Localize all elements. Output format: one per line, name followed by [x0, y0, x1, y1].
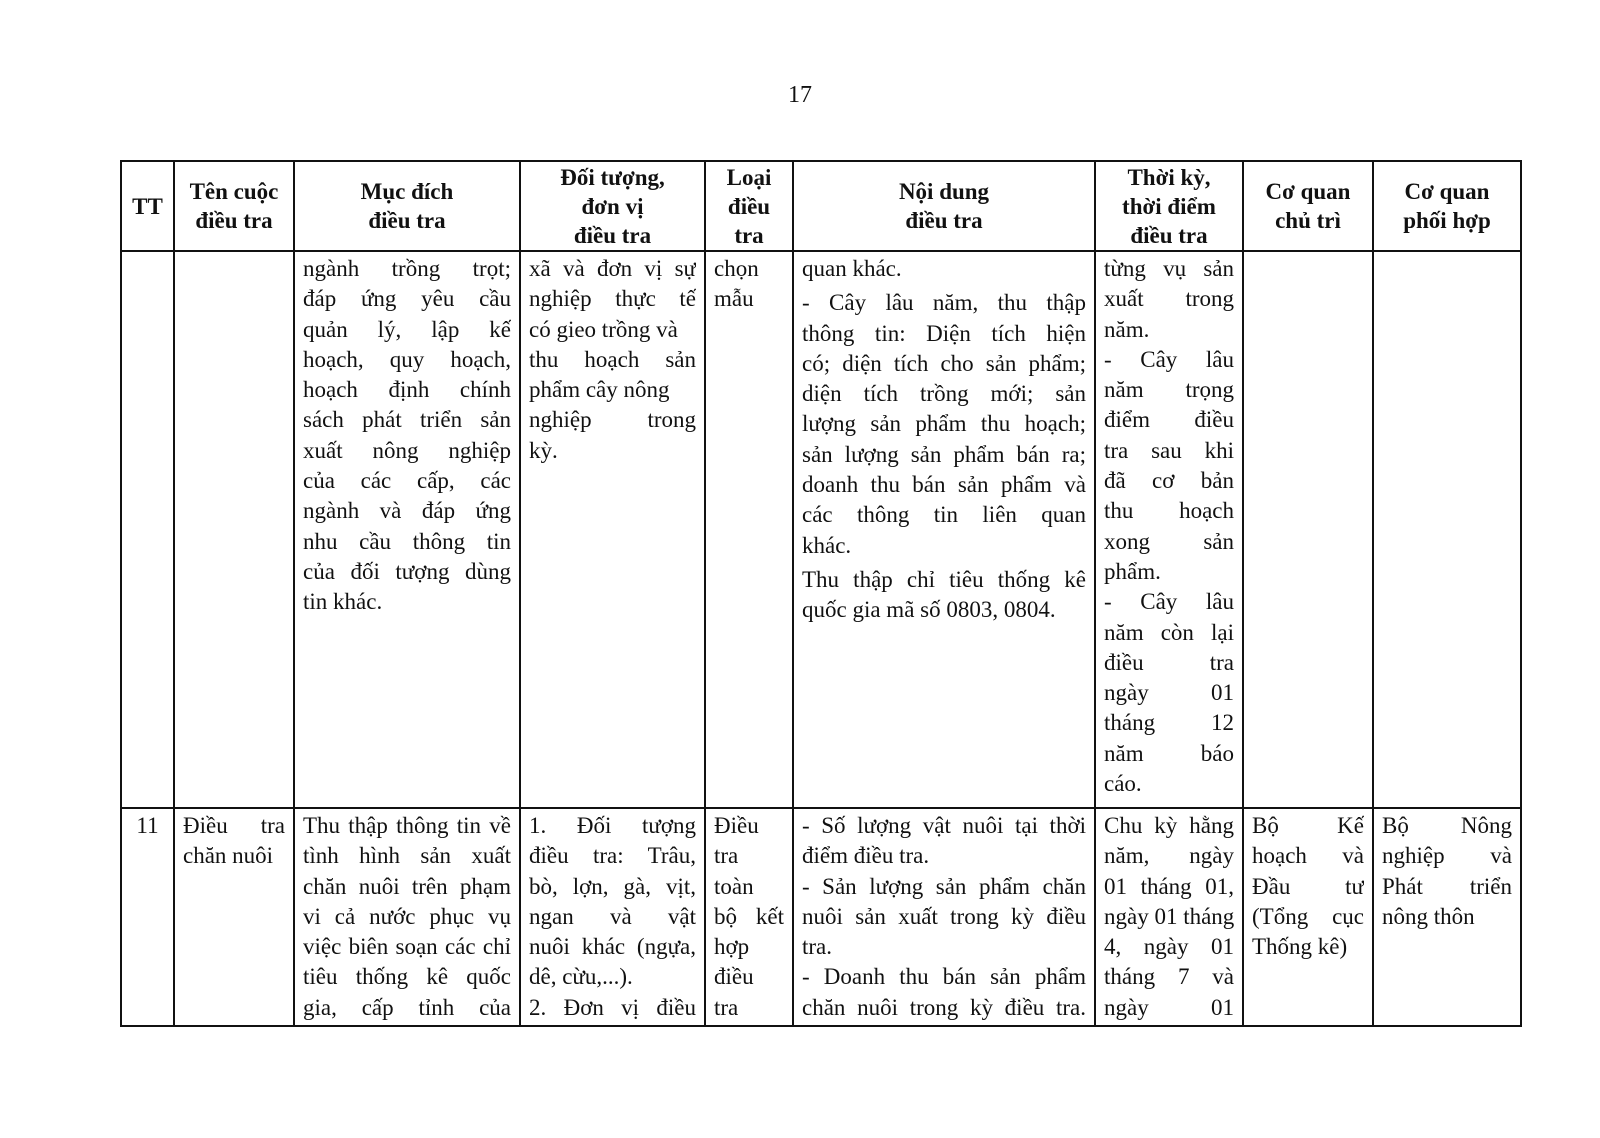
cell-loai — [705, 808, 793, 1026]
text-line: xuất trong — [1104, 286, 1234, 312]
text-line: năm. — [1104, 316, 1150, 342]
text-line: nghiệp thực tế — [529, 286, 696, 312]
text-line: của các cấp, các — [303, 468, 511, 494]
text-line: hoạch định chính — [303, 377, 511, 403]
text-line: - Cây lâu — [1104, 346, 1234, 372]
text-line: điểm điều — [1104, 407, 1234, 433]
text-line: - Số lượng vật nuôi tại thời — [802, 813, 1086, 838]
text-line: Chu kỳ hằng — [1104, 813, 1234, 838]
text-line: lượng sản phẩm thu hoạch; — [802, 411, 1086, 437]
text-line: chăn nuôi trên phạm — [303, 873, 511, 899]
text-line: điều tra: Trâu, — [529, 843, 696, 869]
text-line: 4, ngày 01 — [1104, 934, 1234, 960]
cell-co-quan-phoi-hop — [1373, 251, 1521, 808]
text-line: năm còn lại — [1104, 619, 1234, 645]
cell-muc-dich — [294, 808, 520, 1026]
header-ten-cuoc-dieu-tra: Tên cuộc điều tra — [174, 161, 294, 251]
text-line: ngày 01 — [1104, 994, 1234, 1020]
text-line: xuất nông nghiệp — [303, 437, 511, 463]
text-line: sản lượng sản phẩm bán ra; — [802, 441, 1086, 467]
text-line: đáp ứng yêu cầu — [303, 286, 511, 312]
text-line: nông thôn — [1382, 903, 1475, 929]
cell-co-quan-phoi-hop — [1373, 808, 1521, 1026]
table-row — [121, 808, 1521, 1026]
text-line: quốc gia mã số 0803, 0804. — [802, 597, 1056, 623]
text-line: Bộ Kế — [1252, 813, 1364, 838]
text-line: quan khác. — [802, 256, 902, 281]
header-loai-dieu-tra: Loại điều tra — [705, 161, 793, 251]
text-line: việc biên soạn các chỉ — [303, 934, 511, 960]
text-line: chọn — [714, 256, 759, 281]
text-line: năm trọng — [1104, 377, 1234, 403]
text-line: các thông tin liên quan — [802, 502, 1086, 528]
text-line: thu hoạch — [1104, 498, 1234, 524]
text-line: Bộ Nông — [1382, 813, 1512, 838]
header-noi-dung-dieu-tra: Nội dung điều tra — [793, 161, 1095, 251]
table-row — [121, 251, 1521, 808]
text-line: từng vụ sản — [1104, 256, 1234, 281]
text-line: thông tin: Diện tích hiện — [802, 320, 1086, 346]
text-line: toàn — [714, 873, 754, 899]
cell-muc-dich — [294, 251, 520, 808]
header-co-quan-chu-tri: Cơ quan chủ trì — [1243, 161, 1373, 251]
text-line: kỳ. — [529, 437, 558, 463]
text-line: dê, cừu,...). — [529, 964, 633, 990]
text-line: quản lý, lập kế — [303, 316, 511, 342]
text-line: chăn nuôi — [183, 843, 274, 869]
cell-co-quan-chu-tri — [1243, 251, 1373, 808]
text-line: (Tổng cục — [1252, 903, 1364, 929]
text-line: sách phát triển sản — [303, 407, 511, 433]
table-header-row — [121, 161, 1521, 251]
text-line: xã và đơn vị sự — [529, 256, 696, 281]
text-line: Phát triển — [1382, 873, 1512, 899]
text-line: tin khác. — [303, 589, 383, 615]
text-line: Điều — [714, 813, 759, 838]
text-line: - Cây lâu năm, thu thập — [802, 290, 1086, 316]
text-line: của đối tượng dùng — [303, 558, 511, 584]
text-line: Điều tra — [183, 813, 285, 838]
cell-co-quan-chu-tri — [1243, 808, 1373, 1026]
text-line: 1. Đối tượng — [529, 813, 696, 838]
text-line: đã cơ bản — [1104, 468, 1234, 494]
text-line: điều — [714, 964, 754, 990]
text-line: chăn nuôi trong kỳ điều tra. — [802, 994, 1086, 1020]
cell-noi-dung — [793, 251, 1095, 808]
text-line: - Sản lượng sản phẩm chăn — [802, 873, 1086, 899]
text-line: tháng 7 và — [1104, 964, 1234, 990]
text-line: bộ kết — [714, 903, 784, 929]
text-line: ngành và đáp ứng — [303, 498, 511, 524]
text-line: Thống kê) — [1252, 934, 1348, 960]
text-line: hoạch và — [1252, 843, 1364, 869]
text-line: diện tích trồng mới; sản — [802, 381, 1086, 407]
text-line: 01 tháng 01, — [1104, 873, 1234, 899]
text-line: mẫu — [714, 286, 754, 312]
text-line: nghiệp và — [1382, 843, 1512, 869]
header-co-quan-phoi-hop: Cơ quan phối hợp — [1373, 161, 1521, 251]
header-doi-tuong: Đối tượng, đơn vị điều tra — [520, 161, 705, 251]
text-line: có; diện tích cho sản phẩm; — [802, 350, 1086, 376]
text-line: khác. — [802, 532, 852, 558]
text-line: tra. — [802, 934, 833, 960]
text-line: năm báo — [1104, 740, 1234, 766]
cell-loai — [705, 251, 793, 808]
text-line: ngành trồng trọt; — [303, 256, 511, 281]
text-line: cáo. — [1104, 771, 1142, 797]
text-line: gia, cấp tỉnh của — [303, 994, 511, 1020]
text-line: Thu thập chỉ tiêu thống kê — [802, 566, 1086, 592]
text-line: năm, ngày — [1104, 843, 1234, 869]
text-line: ngan và vật — [529, 903, 696, 929]
text-line: hoạch, quy hoạch, — [303, 346, 511, 372]
text-line: điểm điều tra. — [802, 843, 930, 869]
text-line: hợp — [714, 934, 750, 960]
text-line: nuôi sản xuất trong kỳ điều — [802, 903, 1086, 929]
cell-doi-tuong — [520, 808, 705, 1026]
text-line: thu hoạch sản — [529, 346, 696, 372]
header-thoi-ky: Thời kỳ, thời điểm điều tra — [1095, 161, 1243, 251]
header-muc-dich-dieu-tra: Mục đích điều tra — [294, 161, 520, 251]
text-line: tháng 12 — [1104, 710, 1234, 736]
text-line: 2. Đơn vị điều — [529, 994, 696, 1020]
text-line: tra sau khi — [1104, 437, 1234, 463]
cell-tt — [121, 251, 174, 808]
cell-thoi-ky — [1095, 808, 1243, 1026]
text-line: bò, lợn, gà, vịt, — [529, 873, 696, 899]
text-line: tra — [714, 843, 739, 869]
text-line: nuôi khác (ngựa, — [529, 934, 696, 960]
text-line: xong sản — [1104, 528, 1234, 554]
cell-thoi-ky — [1095, 251, 1243, 808]
text-line: - Cây lâu — [1104, 589, 1234, 615]
text-line: có gieo trồng và — [529, 316, 678, 342]
text-line: doanh thu bán sản phẩm và — [802, 472, 1086, 498]
text-line: tiêu thống kê quốc — [303, 964, 511, 990]
text-line: vi cả nước phục vụ — [303, 903, 511, 929]
text-line: tra — [714, 994, 739, 1020]
text-line: ngày 01 — [1104, 680, 1234, 706]
text-line: ngày 01 tháng — [1104, 903, 1234, 929]
cell-noi-dung — [793, 808, 1095, 1026]
survey-table — [120, 160, 1522, 1027]
header-tt: TT — [121, 161, 174, 251]
cell-ten-cuoc — [174, 251, 294, 808]
text-line: phẩm. — [1104, 558, 1161, 584]
page-number: 17 — [788, 82, 812, 108]
text-line: điều tra — [1104, 649, 1234, 675]
text-line: Đầu tư — [1252, 873, 1364, 899]
text-line: - Doanh thu bán sản phẩm — [802, 964, 1086, 990]
text-line: nhu cầu thông tin — [303, 528, 511, 554]
text-line: nghiệp trong — [529, 407, 696, 433]
text-line: Thu thập thông tin về — [303, 813, 511, 838]
cell-ten-cuoc — [174, 808, 294, 1026]
cell-doi-tuong — [520, 251, 705, 808]
text-line: phẩm cây nông — [529, 377, 670, 403]
cell-tt: 11 — [121, 808, 174, 1026]
text-line: tình hình sản xuất — [303, 843, 511, 869]
